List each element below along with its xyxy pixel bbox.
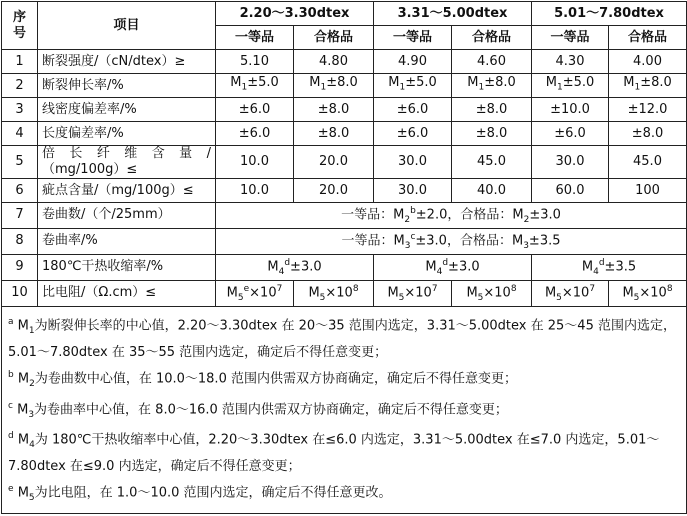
table-cell: 10.0 bbox=[216, 146, 294, 179]
row-item bbox=[38, 146, 216, 179]
row-item: 长度偏差率/% bbox=[38, 122, 216, 146]
note-c bbox=[8, 395, 680, 426]
table-cell: ±8.0 bbox=[294, 98, 374, 122]
merged-text: 一等品：M bbox=[341, 207, 405, 223]
cell-symbol: M bbox=[622, 285, 634, 301]
table-row bbox=[2, 146, 687, 179]
header-grade: 合格品 bbox=[609, 26, 687, 50]
notes-cell bbox=[2, 306, 687, 514]
cell-subscript: 5 bbox=[319, 292, 326, 303]
table-cell: 4.00 bbox=[609, 50, 687, 74]
cell-symbol: M bbox=[425, 259, 437, 275]
cell-subscript: 3 bbox=[404, 240, 411, 251]
cell-subscript: 5 bbox=[237, 292, 244, 303]
note-symbol: M bbox=[17, 485, 29, 501]
note-text: 为比电阻，在 1.0～10.0 范围内选定，确定后不得任意更改。 bbox=[34, 485, 392, 501]
cell-subscript: 4 bbox=[278, 266, 285, 277]
row-number: 2 bbox=[2, 74, 38, 98]
table-cell bbox=[374, 254, 532, 280]
footnote-mark: e bbox=[8, 484, 14, 495]
cell-value: ×10 bbox=[639, 285, 667, 301]
footnote-mark: c bbox=[410, 231, 416, 242]
row-number: 10 bbox=[2, 280, 38, 306]
cell-symbol: M bbox=[466, 285, 478, 301]
cell-value: ×10 bbox=[249, 285, 277, 301]
footnote-mark: d bbox=[598, 257, 605, 268]
table-cell: 40.0 bbox=[452, 179, 532, 203]
table-cell: ±10.0 bbox=[532, 98, 609, 122]
table-cell: 30.0 bbox=[532, 146, 609, 179]
cell-tolerance: ±8.0 bbox=[326, 75, 358, 91]
cell-exponent: 7 bbox=[276, 283, 283, 294]
table-cell: 5.10 bbox=[216, 50, 294, 74]
cell-subscript: 5 bbox=[477, 292, 484, 303]
footnote-mark: d bbox=[8, 431, 14, 442]
table-row bbox=[2, 228, 687, 254]
table-cell: 45.0 bbox=[609, 146, 687, 179]
cell-symbol: M bbox=[226, 285, 238, 301]
table-cell bbox=[609, 280, 687, 306]
cell-symbol: M bbox=[581, 259, 594, 275]
merged-text: 一等品：M bbox=[341, 233, 405, 249]
table-cell: 60.0 bbox=[532, 179, 609, 203]
table-cell: ±6.0 bbox=[216, 98, 294, 122]
table-cell: ±6.0 bbox=[374, 122, 452, 146]
cell-value: ×10 bbox=[561, 285, 590, 301]
note-text: 为断裂伸长率的中心值，2.20～3.30dtex 在 20～35 范围内选定，3.31～5.00dtex 在 25～45 范围内选定，5.01～7.80dtex 在 35～55 范围内选定，确定后不得任意变更； bbox=[8, 318, 676, 360]
footnote-mark: b bbox=[410, 206, 416, 216]
merged-text: ±3.0 bbox=[529, 207, 561, 223]
cell-symbol: M bbox=[545, 75, 557, 91]
cell-tolerance: ±8.0 bbox=[640, 75, 672, 91]
cell-subscript: 2 bbox=[404, 214, 411, 225]
cell-subscript: 3 bbox=[28, 409, 35, 420]
table-cell bbox=[374, 280, 452, 306]
header-seq bbox=[2, 2, 38, 50]
cell-symbol: M bbox=[387, 285, 399, 301]
note-b bbox=[8, 364, 680, 395]
cell-subscript: 1 bbox=[478, 82, 485, 93]
note-e bbox=[8, 478, 680, 509]
header-group-1: 2.20～3.30dtex bbox=[216, 2, 374, 26]
cell-tolerance: ±3.0 bbox=[290, 259, 322, 275]
row-number: 4 bbox=[2, 122, 38, 146]
table-cell: 30.0 bbox=[374, 179, 452, 203]
header-grade: 一等品 bbox=[374, 26, 452, 50]
merged-text: ±3.5 bbox=[528, 233, 561, 249]
footnote-mark: e bbox=[243, 283, 250, 294]
row-item: 180℃干热收缩率/% bbox=[38, 254, 216, 280]
row-item: 卷曲数/（个/25mm） bbox=[38, 203, 216, 229]
table-cell: 30.0 bbox=[374, 146, 452, 179]
note-text: 为 180℃干热收缩率中心值，2.20～3.30dtex 在≤6.0 内选定，3.31～5.00dtex 在≤7.0 内选定，5.01～7.80dtex 在≤9.0 内选定，确定后不得任意变更； bbox=[8, 432, 660, 475]
row-number: 3 bbox=[2, 98, 38, 122]
table-cell bbox=[294, 74, 374, 98]
cell-symbol: M bbox=[308, 285, 320, 301]
cell-tolerance: ±8.0 bbox=[484, 75, 516, 91]
row-item: 断裂伸长率/% bbox=[38, 74, 216, 98]
note-symbol: M bbox=[17, 401, 29, 417]
cell-subscript: 4 bbox=[436, 266, 443, 277]
table-cell bbox=[452, 74, 532, 98]
cell-tolerance: ±5.0 bbox=[405, 75, 437, 91]
row-number: 6 bbox=[2, 179, 38, 203]
cell-subscript: 1 bbox=[399, 82, 406, 93]
header-grade: 一等品 bbox=[532, 26, 609, 50]
notes-row bbox=[2, 306, 687, 514]
table-cell bbox=[609, 74, 687, 98]
cell-subscript: 1 bbox=[241, 82, 248, 93]
table-row bbox=[2, 254, 687, 280]
cell-subscript: 2 bbox=[29, 378, 35, 389]
footnote-mark: a bbox=[8, 316, 14, 327]
spec-table bbox=[1, 1, 687, 514]
merged-cell bbox=[216, 228, 687, 254]
table-cell bbox=[452, 280, 532, 306]
row-item-line1: 倍长纤维含量/ bbox=[42, 146, 211, 161]
note-text: 为卷曲率中心值，在 8.0～16.0 范围内供需双方协商确定，确定后不得任意变更； bbox=[34, 401, 508, 417]
cell-symbol: M bbox=[267, 259, 279, 275]
table-cell: ±8.0 bbox=[609, 122, 687, 146]
note-text: 为卷曲数中心值，在 10.0～18.0 范围内供需双方协商确定，确定后不得任意变更； bbox=[34, 370, 517, 386]
cell-subscript: 1 bbox=[28, 325, 35, 336]
table-cell: 100 bbox=[609, 179, 687, 203]
header-grade: 合格品 bbox=[294, 26, 374, 50]
row-number: 7 bbox=[2, 203, 38, 229]
row-number: 9 bbox=[2, 254, 38, 280]
table-cell bbox=[532, 74, 609, 98]
note-symbol: M bbox=[17, 318, 29, 334]
table-cell: 20.0 bbox=[294, 179, 374, 203]
table-row bbox=[2, 280, 687, 306]
cell-symbol: M bbox=[623, 75, 635, 91]
header-group-3: 5.01～7.80dtex bbox=[532, 2, 687, 26]
footnote-mark: b bbox=[8, 369, 14, 380]
table-cell: ±6.0 bbox=[532, 122, 609, 146]
header-item: 项目 bbox=[38, 2, 216, 50]
cell-tolerance: ±3.0 bbox=[448, 259, 480, 275]
row-item-line2: （mg/100g）≤ bbox=[42, 162, 138, 177]
merged-text: ±3.0，合格品：M bbox=[415, 233, 524, 249]
table-cell: 45.0 bbox=[452, 146, 532, 179]
cell-symbol: M bbox=[230, 75, 242, 91]
table-cell: ±8.0 bbox=[452, 98, 532, 122]
table-cell: 4.90 bbox=[374, 50, 452, 74]
header-seq-bottom: 号 bbox=[12, 25, 26, 41]
row-item: 卷曲率/% bbox=[38, 228, 216, 254]
cell-symbol: M bbox=[544, 285, 557, 301]
table-cell bbox=[532, 254, 687, 280]
cell-subscript: 2 bbox=[523, 214, 530, 225]
table-cell bbox=[216, 280, 294, 306]
cell-exponent: 8 bbox=[666, 283, 673, 294]
table-row bbox=[2, 179, 687, 203]
table-cell: 4.80 bbox=[294, 50, 374, 74]
table-cell: 20.0 bbox=[294, 146, 374, 179]
table-cell bbox=[532, 280, 609, 306]
table-row bbox=[2, 74, 687, 98]
footnote-mark: c bbox=[8, 400, 13, 411]
merged-cell bbox=[216, 203, 687, 229]
cell-subscript: 3 bbox=[523, 240, 529, 251]
row-item: 线密度偏差率/% bbox=[38, 98, 216, 122]
table-cell bbox=[216, 254, 374, 280]
header-row-1 bbox=[2, 2, 687, 26]
row-item: 比电阻/（Ω.cm）≤ bbox=[38, 280, 216, 306]
table-cell: ±6.0 bbox=[374, 98, 452, 122]
table-cell: ±6.0 bbox=[216, 122, 294, 146]
row-number: 8 bbox=[2, 228, 38, 254]
footnote-mark: d bbox=[442, 257, 449, 268]
cell-subscript: 5 bbox=[398, 292, 405, 303]
cell-exponent: 8 bbox=[352, 283, 359, 294]
spec-table-container bbox=[1, 1, 686, 514]
header-grade: 合格品 bbox=[452, 26, 532, 50]
merged-text: ±2.0，合格品：M bbox=[415, 207, 524, 223]
note-d bbox=[8, 425, 680, 478]
table-cell: ±8.0 bbox=[294, 122, 374, 146]
note-a bbox=[8, 311, 680, 364]
cell-subscript: 5 bbox=[28, 493, 35, 504]
cell-symbol: M bbox=[309, 75, 321, 91]
row-number: 1 bbox=[2, 50, 38, 74]
header-group-2: 3.31～5.00dtex bbox=[374, 2, 532, 26]
cell-exponent: 8 bbox=[510, 283, 517, 294]
cell-tolerance: ±3.5 bbox=[604, 259, 637, 275]
cell-tolerance: ±5.0 bbox=[562, 75, 595, 91]
note-symbol: M bbox=[17, 432, 30, 448]
row-item: 疵点含量/（mg/100g）≤ bbox=[38, 179, 216, 203]
table-cell bbox=[216, 74, 294, 98]
cell-symbol: M bbox=[388, 75, 400, 91]
cell-value: ×10 bbox=[404, 285, 432, 301]
cell-subscript: 5 bbox=[633, 292, 640, 303]
table-cell: 10.0 bbox=[216, 179, 294, 203]
row-item: 断裂强度/（cN/dtex）≥ bbox=[38, 50, 216, 74]
cell-subscript: 5 bbox=[556, 292, 562, 303]
cell-value: ×10 bbox=[325, 285, 353, 301]
table-row bbox=[2, 98, 687, 122]
table-cell: 4.60 bbox=[452, 50, 532, 74]
cell-subscript: 4 bbox=[29, 440, 35, 451]
cell-value: ×10 bbox=[483, 285, 511, 301]
table-row bbox=[2, 203, 687, 229]
cell-subscript: 1 bbox=[320, 82, 327, 93]
table-cell bbox=[374, 74, 452, 98]
footnote-mark: d bbox=[284, 257, 291, 268]
cell-subscript: 1 bbox=[634, 82, 641, 93]
table-cell bbox=[294, 280, 374, 306]
cell-subscript: 4 bbox=[593, 266, 599, 277]
cell-subscript: 1 bbox=[556, 82, 563, 93]
row-number: 5 bbox=[2, 146, 38, 179]
cell-symbol: M bbox=[467, 75, 479, 91]
header-seq-top: 序 bbox=[12, 9, 26, 25]
table-row bbox=[2, 50, 687, 74]
table-cell: 4.30 bbox=[532, 50, 609, 74]
cell-exponent: 7 bbox=[431, 283, 438, 294]
cell-exponent: 7 bbox=[589, 283, 596, 294]
table-cell: ±8.0 bbox=[452, 122, 532, 146]
cell-tolerance: ±5.0 bbox=[247, 75, 279, 91]
note-symbol: M bbox=[17, 370, 30, 386]
header-grade: 一等品 bbox=[216, 26, 294, 50]
table-row bbox=[2, 122, 687, 146]
table-cell: ±12.0 bbox=[609, 98, 687, 122]
